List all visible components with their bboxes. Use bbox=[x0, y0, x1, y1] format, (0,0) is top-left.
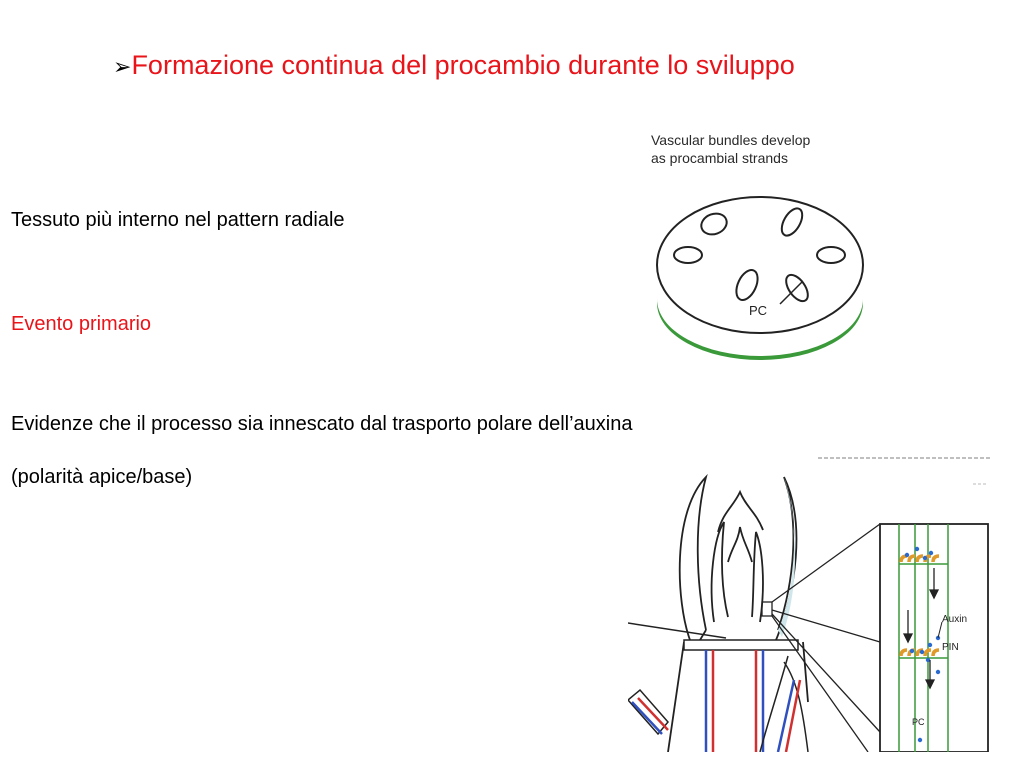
stem-cross-section-figure bbox=[640, 125, 880, 360]
text-line-auxin-transport: Evidenze che il processo sia innescato dal trasporto polare dell’auxina bbox=[11, 413, 633, 435]
section-plate-shape bbox=[684, 640, 798, 650]
figure-top-pc-label: PC bbox=[749, 303, 768, 318]
zoom-lines bbox=[762, 524, 880, 752]
slide-title-text: Formazione continua del procambio durante lo sviluppo bbox=[131, 50, 795, 80]
procambial-strand-shape bbox=[817, 247, 845, 263]
slide-title bbox=[113, 48, 873, 84]
text-line-primary-event: Evento primario bbox=[11, 313, 152, 335]
auxin-flux-detail-panel bbox=[880, 524, 988, 752]
procambial-strand-shape bbox=[674, 247, 702, 263]
auxin-label: Auxin bbox=[942, 614, 968, 625]
figure-bottom-pc-label: PC bbox=[912, 717, 925, 727]
text-line-radial-pattern: Tessuto più interno nel pattern radiale bbox=[11, 209, 345, 231]
figure-top-caption-line1: Vascular bundles develop bbox=[651, 132, 811, 148]
shoot-apex-auxin-figure bbox=[628, 452, 998, 752]
pointer-line bbox=[628, 623, 726, 638]
figure-top-caption-line2: as procambial strands bbox=[651, 150, 788, 166]
bullet-arrow-icon: ➢ bbox=[113, 54, 132, 79]
text-line-polarity: (polarità apice/base) bbox=[11, 466, 193, 488]
pin-label: PIN bbox=[942, 642, 959, 653]
vascular-strands bbox=[628, 650, 808, 752]
